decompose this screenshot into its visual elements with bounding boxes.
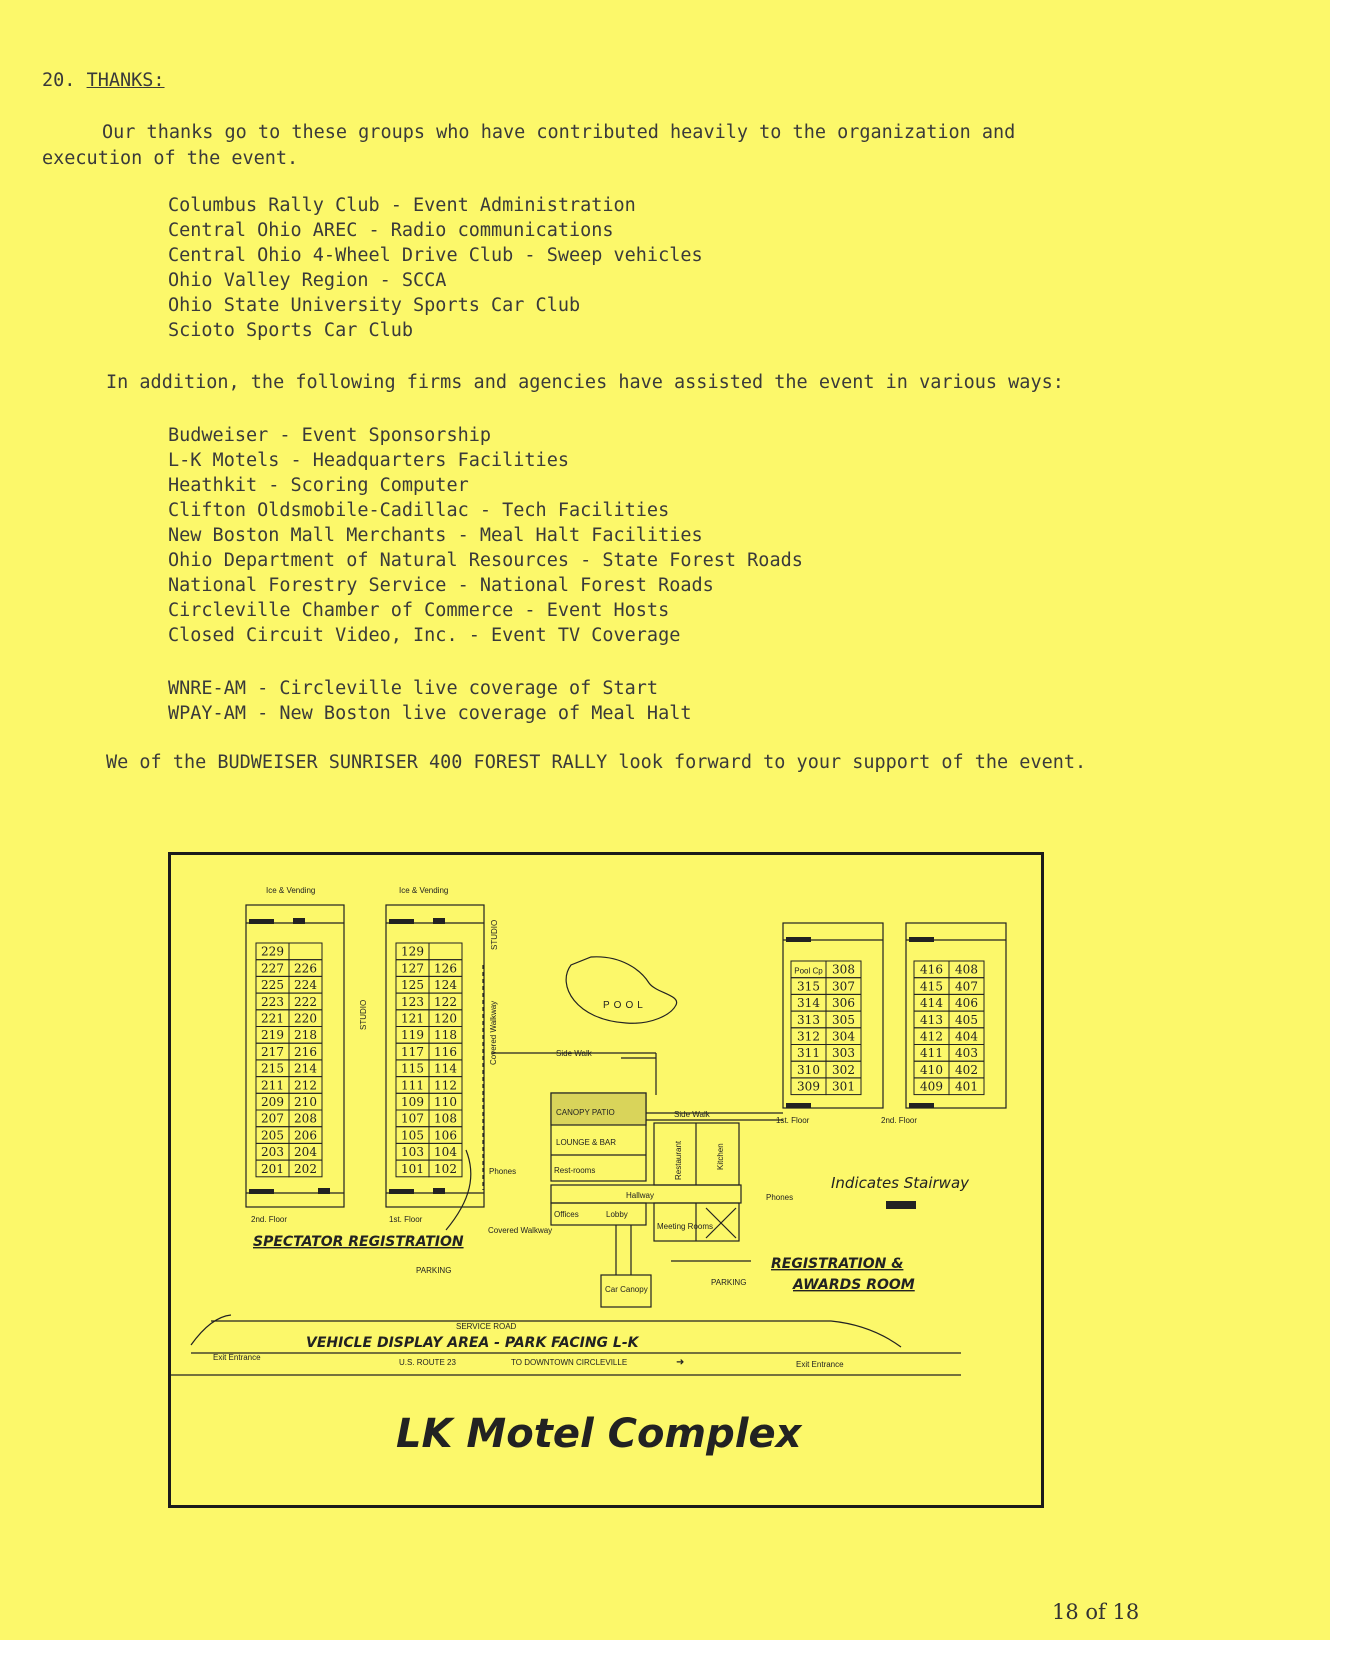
room-number: 410 (920, 1062, 943, 1077)
room-number: 212 (294, 1078, 317, 1093)
room-number: 114 (434, 1061, 457, 1076)
parking-label: PARKING (416, 1266, 452, 1275)
car-canopy-label: Car Canopy (605, 1285, 648, 1294)
restaurant-label: Restaurant (674, 1140, 683, 1180)
exit-entrance-label: Exit Entrance (213, 1353, 261, 1362)
room-number: 227 (261, 961, 284, 976)
room-number: 302 (832, 1062, 855, 1077)
covered-walkway-label: Covered Walkway (488, 1226, 553, 1235)
room-number: 402 (955, 1062, 978, 1077)
room-number: 220 (294, 1011, 317, 1026)
intro-first-line: Our thanks go to these groups who have contributed heavily to the organization and (102, 122, 1016, 143)
vending-icon (293, 918, 305, 924)
lounge-bar-label: LOUNGE & BAR (556, 1138, 617, 1147)
section-number: 20. (42, 70, 76, 91)
vehicle-display-label: VEHICLE DISPLAY AREA - PARK FACING L-K (306, 1335, 639, 1351)
stairway-icon (909, 1103, 934, 1108)
list-item: Scioto Sports Car Club (168, 320, 414, 341)
rooms-300-block (791, 961, 861, 1095)
stairway-icon (786, 937, 811, 942)
us-route-label: U.S. ROUTE 23 (399, 1358, 456, 1367)
room-number: 413 (920, 1012, 943, 1027)
room-number: 118 (434, 1028, 457, 1043)
room-number: 215 (261, 1061, 284, 1076)
room-number: 129 (401, 944, 424, 959)
intro-second-line: execution of the event. (42, 148, 299, 169)
room-cell (289, 943, 322, 960)
pool-label: POOL (603, 1000, 647, 1011)
floor-label: 1st. Floor (776, 1116, 810, 1125)
room-number: 209 (261, 1095, 284, 1109)
stairway-icon (909, 937, 934, 942)
to-downtown-label: TO DOWNTOWN CIRCLEVILLE (511, 1358, 628, 1367)
room-number: 201 (261, 1161, 284, 1176)
addition-paragraph: In addition, the following firms and agencies have assisted the event in various ways: (106, 372, 1064, 393)
room-number: 404 (955, 1029, 978, 1044)
contributing-groups-list (168, 193, 703, 343)
room-number: 403 (955, 1046, 978, 1061)
list-item: Clifton Oldsmobile-Cadillac - Tech Facilities (168, 500, 670, 521)
room-number: 204 (294, 1145, 317, 1160)
room-number: 226 (294, 961, 317, 976)
vending-icon (433, 1188, 445, 1194)
registration-awards-label: REGISTRATION & (771, 1256, 904, 1272)
room-number: 414 (920, 996, 943, 1011)
room-number: 407 (955, 979, 978, 994)
parking-label: PARKING (711, 1278, 747, 1287)
room-number: 105 (401, 1128, 424, 1143)
room-cell (429, 943, 462, 960)
room-number: 416 (920, 962, 943, 977)
room-number: 218 (294, 1028, 317, 1043)
room-number: 101 (401, 1161, 424, 1176)
room-number: 211 (261, 1078, 284, 1093)
room-number: 121 (401, 1011, 424, 1026)
exit-entrance-label: Exit Entrance (796, 1360, 844, 1369)
room-number: 312 (797, 1029, 820, 1044)
phones-label: Phones (766, 1193, 794, 1202)
room-number: 109 (401, 1095, 424, 1109)
list-item: Central Ohio 4-Wheel Drive Club - Sweep vehicles (168, 245, 703, 266)
closing-paragraph: We of the BUDWEISER SUNRISER 400 FOREST RALLY look forward to your support of the event. (106, 752, 1087, 773)
studio-label: STUDIO (359, 999, 368, 1030)
room-number: 207 (261, 1111, 284, 1126)
vending-icon (318, 1188, 330, 1194)
room-number: 304 (832, 1029, 855, 1044)
room-number: 202 (294, 1161, 317, 1176)
stairway-icon (389, 919, 414, 924)
room-number: 214 (294, 1061, 317, 1076)
room-number: 221 (261, 1011, 284, 1026)
service-road-label: SERVICE ROAD (456, 1322, 517, 1331)
room-number: 127 (401, 961, 424, 976)
room-number: 216 (294, 1044, 317, 1059)
room-number: 225 (261, 978, 284, 993)
room-number: 308 (832, 962, 855, 977)
list-item: Circleville Chamber of Commerce - Event Hosts (168, 600, 670, 621)
room-number: 117 (401, 1044, 424, 1059)
rest-rooms-label: Rest-rooms (554, 1166, 596, 1175)
room-number: 206 (294, 1128, 317, 1143)
floor-label: 1st. Floor (389, 1215, 423, 1224)
room-number: 310 (797, 1062, 820, 1077)
stairway-icon (249, 919, 274, 924)
lobby-label: Lobby (606, 1210, 628, 1219)
list-item: Ohio Valley Region - SCCA (168, 270, 447, 291)
room-number: 126 (434, 961, 457, 976)
ice-vending-label: Ice & Vending (266, 886, 316, 895)
floor-label: 2nd. Floor (881, 1116, 918, 1125)
room-number: 108 (434, 1111, 457, 1126)
room-number: 115 (401, 1061, 424, 1076)
motel-map-drawing (171, 855, 1041, 1505)
list-item: L-K Motels - Headquarters Facilities (168, 450, 569, 471)
list-item: Central Ohio AREC - Radio communications (168, 220, 614, 241)
phones-label: Phones (489, 1167, 517, 1176)
list-item: National Forestry Service - National Forest Roads (168, 575, 714, 596)
room-number: 102 (434, 1161, 457, 1176)
room-number: 401 (955, 1079, 978, 1094)
meeting-rooms-label: Meeting Rooms (657, 1222, 714, 1231)
list-item: Columbus Rally Club - Event Administration (168, 195, 636, 216)
room-number: 205 (261, 1128, 284, 1143)
rooms-400-block (914, 961, 984, 1095)
room-number: 111 (401, 1078, 424, 1093)
motel-map (168, 852, 1044, 1508)
room-number: 203 (261, 1145, 284, 1160)
vending-icon (433, 918, 445, 924)
spectator-registration-label: SPECTATOR REGISTRATION (253, 1234, 464, 1250)
arrow-right-icon: ➜ (676, 1357, 685, 1368)
room-number: 106 (434, 1128, 457, 1143)
section-title: THANKS: (86, 70, 165, 91)
studio-label: STUDIO (490, 919, 499, 950)
list-item: Closed Circuit Video, Inc. - Event TV Coverage (168, 625, 681, 646)
stairway-legend-icon (886, 1201, 916, 1209)
canopy-patio-label: CANOPY PATIO (556, 1108, 615, 1117)
room-number: 405 (955, 1012, 978, 1027)
radio-coverage-list (168, 676, 691, 726)
room-number: 219 (261, 1028, 284, 1043)
hallway-label: Hallway (626, 1191, 655, 1200)
room-number: 222 (294, 994, 317, 1009)
room-number: 305 (832, 1012, 855, 1027)
room-number: 415 (920, 979, 943, 994)
ice-vending-label: Ice & Vending (399, 886, 449, 895)
list-item: WNRE-AM - Circleville live coverage of Start (168, 678, 659, 699)
room-number: 229 (261, 944, 284, 959)
room-number: 119 (401, 1028, 424, 1043)
map-title: LK Motel Complex (396, 1411, 802, 1457)
pool-outline (566, 957, 677, 1023)
list-item: Ohio State University Sports Car Club (168, 295, 581, 316)
room-number: 116 (434, 1044, 457, 1059)
room-number: 124 (434, 978, 457, 993)
firms-list (168, 423, 803, 648)
room-number: 412 (920, 1029, 943, 1044)
room-number: 104 (434, 1145, 457, 1160)
room-number: 223 (261, 994, 284, 1009)
list-item: WPAY-AM - New Boston live coverage of Meal Halt (168, 703, 692, 724)
room-number: 112 (434, 1078, 457, 1093)
kitchen-label: Kitchen (716, 1143, 725, 1170)
room-number: 411 (920, 1046, 943, 1061)
room-number: 408 (955, 962, 978, 977)
covered-walkway-label: Covered Walkway (489, 1000, 498, 1065)
list-item: New Boston Mall Merchants - Meal Halt Facilities (168, 525, 703, 546)
list-item: Heathkit - Scoring Computer (168, 475, 469, 496)
room-number: 208 (294, 1111, 317, 1126)
stairway-icon (389, 1189, 414, 1194)
stairway-icon (786, 1103, 811, 1108)
list-item: Budweiser - Event Sponsorship (168, 425, 492, 446)
room-number: 306 (832, 996, 855, 1011)
page-number: 18 of 18 (1052, 1600, 1140, 1624)
indicates-stairway-label: Indicates Stairway (831, 1174, 970, 1192)
room-number: 122 (434, 994, 457, 1009)
room-number: Pool Cp (794, 966, 823, 976)
rooms-200-block (256, 943, 322, 1177)
room-number: 309 (797, 1079, 820, 1094)
rooms-100-block (396, 943, 462, 1177)
room-number: 303 (832, 1046, 855, 1061)
list-item: Ohio Department of Natural Resources - State Forest Roads (168, 550, 803, 571)
room-number: 107 (401, 1111, 424, 1126)
room-number: 315 (797, 979, 820, 994)
room-number: 409 (920, 1079, 943, 1094)
section-heading (42, 70, 165, 91)
room-number: 103 (401, 1145, 424, 1160)
room-number: 210 (294, 1095, 317, 1109)
side-walk-label: Side Walk (556, 1049, 592, 1058)
room-number: 125 (401, 978, 424, 993)
room-number: 307 (832, 979, 855, 994)
intro-paragraph (42, 120, 1232, 172)
room-number: 120 (434, 1011, 457, 1026)
room-number: 313 (797, 1012, 820, 1027)
room-number: 123 (401, 994, 424, 1009)
room-number: 110 (434, 1095, 457, 1109)
stairway-icon (249, 1189, 274, 1194)
room-number: 314 (797, 996, 820, 1011)
offices-label: Offices (554, 1210, 579, 1219)
floor-label: 2nd. Floor (251, 1215, 288, 1224)
room-number: 224 (294, 978, 317, 993)
room-number: 311 (797, 1046, 820, 1061)
room-number: 217 (261, 1044, 284, 1059)
room-number: 301 (832, 1079, 855, 1094)
registration-awards-label: AWARDS ROOM (793, 1277, 915, 1293)
room-number: 406 (955, 996, 978, 1011)
side-walk-label: Side Walk (674, 1110, 710, 1119)
